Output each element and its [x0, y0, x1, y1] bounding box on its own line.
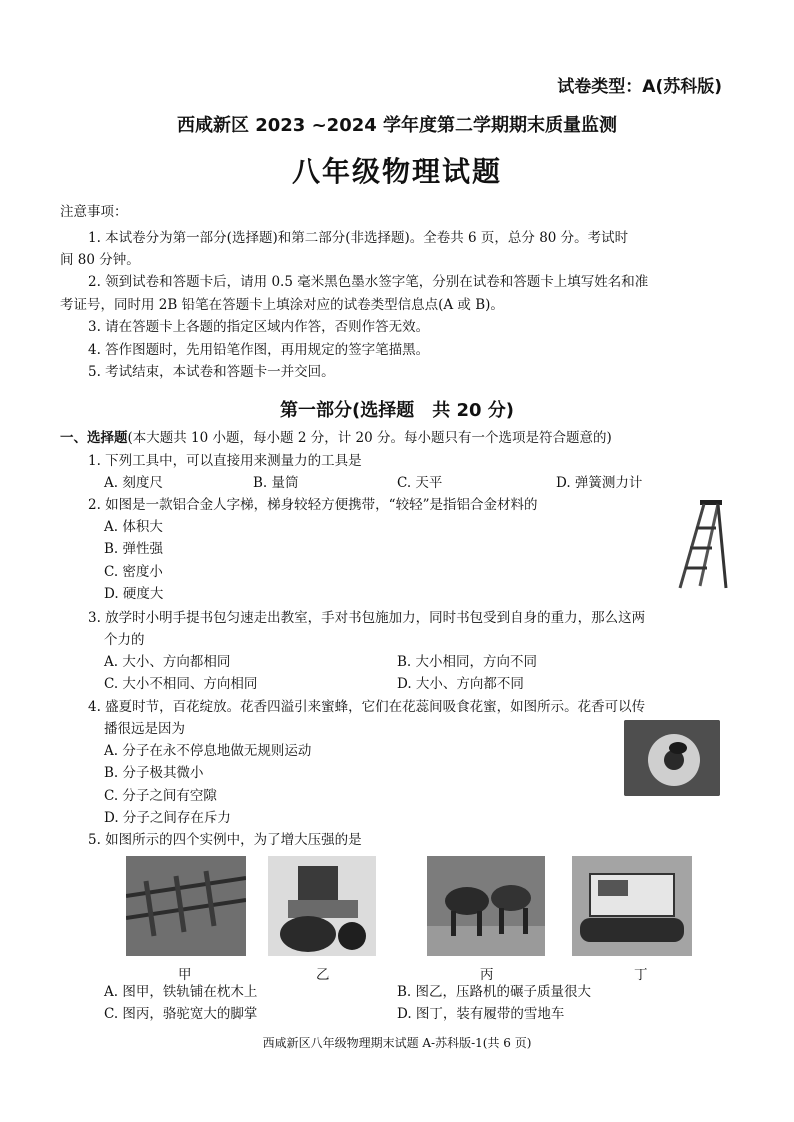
q4-stem-line1: 4. 盛夏时节，百花绽放。花香四溢引来蜜蜂，它们在花蕊间吸食花蜜，如图所示。花香可以传 — [88, 699, 646, 715]
notice-line: 考证号，同时用 2B 铅笔在答题卡上填涂对应的试卷类型信息点(A 或 B)。 — [60, 297, 504, 313]
q5-option-a: A. 图甲，铁轨铺在枕木上 — [104, 984, 258, 1000]
q1-stem: 1. 下列工具中，可以直接用来测量力的工具是 — [88, 453, 362, 469]
q3-stem-line2: 个力的 — [104, 632, 145, 648]
q2-option-c: C. 密度小 — [104, 564, 163, 580]
camel-photo — [427, 856, 545, 956]
section-heading — [60, 432, 612, 446]
q3-stem-line1: 3. 放学时小明手提书包匀速走出教室，手对书包施加力，同时书包受到自身的重力，那么这两 — [88, 610, 646, 626]
caption-bing: 丙 — [480, 967, 494, 983]
notice-line: 3. 请在答题卡上各题的指定区域内作答，否则作答无效。 — [88, 319, 430, 335]
notice-line: 2. 领到试卷和答题卡后，请用 0.5 毫米黑色墨水签字笔，分别在试卷和答题卡上填写姓名和准 — [88, 274, 649, 290]
q3-option-a: A. 大小、方向都相同 — [104, 654, 231, 670]
q2-option-d: D. 硬度大 — [104, 586, 164, 602]
notice-heading: 注意事项： — [60, 204, 128, 220]
q1-option-a: A. 刻度尺 — [104, 475, 163, 491]
caption-yi: 乙 — [316, 967, 330, 983]
q5-stem: 5. 如图所示的四个实例中，为了增大压强的是 — [88, 832, 362, 848]
q4-option-c: C. 分子之间有空隙 — [104, 788, 217, 804]
part1-title: 第一部分(选择题 共 20 分) — [279, 400, 515, 421]
q1-option-b: B. 量筒 — [253, 475, 299, 491]
section-description: (本大题共 10 小题，每小题 2 分，计 20 分。每小题只有一个选项是符合题意的) — [127, 430, 612, 446]
q2-option-a: A. 体积大 — [104, 519, 163, 535]
notice-line: 4. 答作图题时，先用铅笔作图，再用规定的签字笔描黑。 — [88, 342, 430, 358]
q3-option-d: D. 大小、方向都不同 — [397, 676, 524, 692]
page-footer: 西咸新区八年级物理期末试题 A-苏科版-1(共 6 页) — [262, 1036, 532, 1050]
caption-jia: 甲 — [178, 967, 192, 983]
q4-option-d: D. 分子之间存在斥力 — [104, 810, 231, 826]
q5-option-c: C. 图丙，骆驼宽大的脚掌 — [104, 1006, 258, 1022]
q2-stem: 2. 如图是一款铝合金人字梯，梯身较轻方便携带，“较轻”是指铝合金材料的 — [88, 497, 538, 513]
notice-line: 间 80 分钟。 — [60, 252, 140, 268]
subject-title: 八年级物理试题 — [291, 155, 502, 188]
q4-stem-line2: 播很远是因为 — [104, 721, 185, 737]
caption-ding: 丁 — [634, 967, 648, 983]
exam-title: 西咸新区 2023 ~2024 学年度第二学期期末质量监测 — [176, 115, 618, 136]
q5-option-b: B. 图乙，压路机的碾子质量很大 — [397, 984, 592, 1000]
q1-option-c: C. 天平 — [397, 475, 443, 491]
q3-option-b: B. 大小相同，方向不同 — [397, 654, 538, 670]
q1-option-d: D. 弹簧测力计 — [556, 475, 643, 491]
road-roller-photo — [268, 856, 376, 956]
bee-flower-photo — [624, 720, 720, 796]
q5-option-d: D. 图丁，装有履带的雪地车 — [397, 1006, 565, 1022]
notice-line: 1. 本试卷分为第一部分(选择题)和第二部分(非选择题)。全卷共 6 页，总分 80 分。考试时 — [88, 230, 629, 246]
q4-option-a: A. 分子在永不停息地做无规则运动 — [104, 743, 312, 759]
q3-option-c: C. 大小不相同、方向相同 — [104, 676, 258, 692]
q2-option-b: B. 弹性强 — [104, 541, 164, 557]
railway-track-photo — [126, 856, 246, 956]
section-lead: 一、选择题 — [60, 430, 128, 446]
snow-vehicle-photo — [572, 856, 692, 956]
q4-option-b: B. 分子极其微小 — [104, 765, 204, 781]
paper-type-label: 试卷类型：A(苏科版) — [557, 77, 722, 97]
notice-line: 5. 考试结束，本试卷和答题卡一并交回。 — [88, 364, 335, 380]
ladder-picture — [660, 498, 734, 590]
